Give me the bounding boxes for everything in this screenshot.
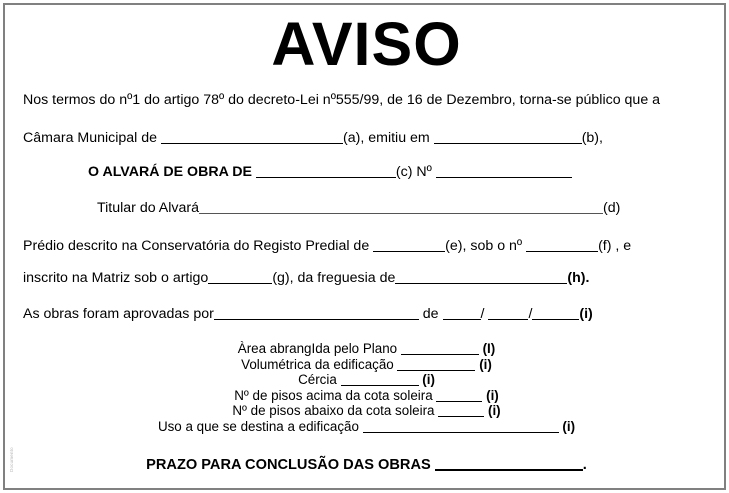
titular-label: Titular do Alvará [97, 200, 199, 216]
intro-text: Nos termos do nº1 do artigo 78º do decreto-Lei nº555/99, de 16 de Dezembro, torna-se público que a [23, 92, 661, 108]
line-prazo-conclusao [5, 457, 728, 473]
parameter-block [5, 341, 728, 434]
marker-g: (g), da freguesia de [272, 270, 396, 286]
parameter-blank[interactable] [401, 354, 479, 355]
parameter-blank[interactable] [341, 385, 419, 386]
marker-d: (d) [603, 200, 621, 216]
blank-field-h[interactable] [395, 283, 567, 284]
blank-field-f[interactable] [526, 251, 598, 252]
marker-e: (e), sob o nº [445, 238, 523, 254]
blank-field-aprovacao[interactable] [214, 319, 419, 320]
line-alvara-obra [88, 165, 572, 179]
date-slash-1: / [480, 306, 485, 322]
parameter-row [5, 341, 728, 357]
page-title: AVISO [271, 10, 462, 78]
blank-field-a[interactable] [161, 143, 343, 144]
prazo-period: . [582, 457, 587, 473]
parameter-label: Àrea abrangIda pelo Plano [237, 341, 398, 356]
parameter-label: Volumétrica da edificação [241, 356, 394, 372]
parameter-row [5, 372, 728, 388]
blank-field-e[interactable] [373, 251, 445, 252]
notice-border-frame [3, 3, 726, 490]
blank-field-ano[interactable] [532, 319, 579, 320]
parameter-label: Nº de pisos abaixo da cota soleira [232, 403, 435, 418]
marker-b: (b), [581, 130, 603, 146]
parameter-row [5, 357, 728, 373]
margin-watermark: Documento [9, 447, 14, 472]
marker-h: (h). [567, 270, 590, 286]
parameter-row [5, 403, 728, 419]
blank-field-d[interactable] [199, 213, 603, 214]
parameter-marker: (i) [562, 418, 576, 434]
marker-c: (c) Nº [395, 164, 432, 180]
parameter-blank[interactable] [363, 432, 559, 433]
prazo-label: PRAZO PARA CONCLUSÃO DAS OBRAS [146, 457, 431, 473]
aprovadas-label: As obras foram aprovadas por [23, 306, 214, 322]
line-titular-alvara [97, 201, 620, 215]
parameter-label: Cércia [298, 372, 337, 387]
parameter-label: Nº de pisos acima da cota soleira [234, 387, 433, 403]
blank-field-g[interactable] [208, 283, 272, 284]
parameter-blank[interactable] [397, 370, 475, 371]
line-inscrito-matriz [23, 271, 589, 285]
parameter-marker: (i) [422, 372, 435, 387]
line-predio-descrito [23, 239, 631, 253]
matriz-label: inscrito na Matriz sob o artigo [23, 270, 209, 286]
marker-a: (a), emitiu em [343, 130, 430, 146]
predio-label: Prédio descrito na Conservatória do Registo Predial de [23, 238, 370, 254]
parameter-blank[interactable] [436, 401, 482, 402]
parameter-label: Uso a que se destina a edificação [157, 418, 359, 434]
aprovadas-de: de [422, 306, 439, 322]
parameter-marker: (i) [486, 387, 499, 403]
parameter-row [5, 419, 728, 435]
blank-field-dia[interactable] [443, 319, 481, 320]
blank-field-mes[interactable] [488, 319, 528, 320]
blank-field-prazo[interactable] [435, 469, 583, 471]
parameter-marker: (i) [479, 356, 492, 372]
camara-label: Câmara Municipal de [23, 130, 158, 146]
marker-i-data: (i) [579, 306, 593, 322]
blank-field-b[interactable] [434, 143, 582, 144]
alvara-label: O ALVARÁ DE OBRA DE [88, 164, 252, 180]
notice-content [5, 5, 728, 492]
parameter-marker: (i) [487, 403, 501, 418]
line-obras-aprovadas [23, 307, 593, 321]
marker-f: (f) , e [598, 238, 632, 254]
blank-field-alvara-numero[interactable] [436, 177, 572, 178]
parameter-marker: (I) [482, 341, 496, 356]
parameter-blank[interactable] [438, 416, 484, 417]
blank-field-c[interactable] [256, 177, 396, 178]
parameter-row [5, 388, 728, 404]
date-slash-2: / [528, 306, 533, 322]
line-camara-municipal [23, 131, 603, 145]
